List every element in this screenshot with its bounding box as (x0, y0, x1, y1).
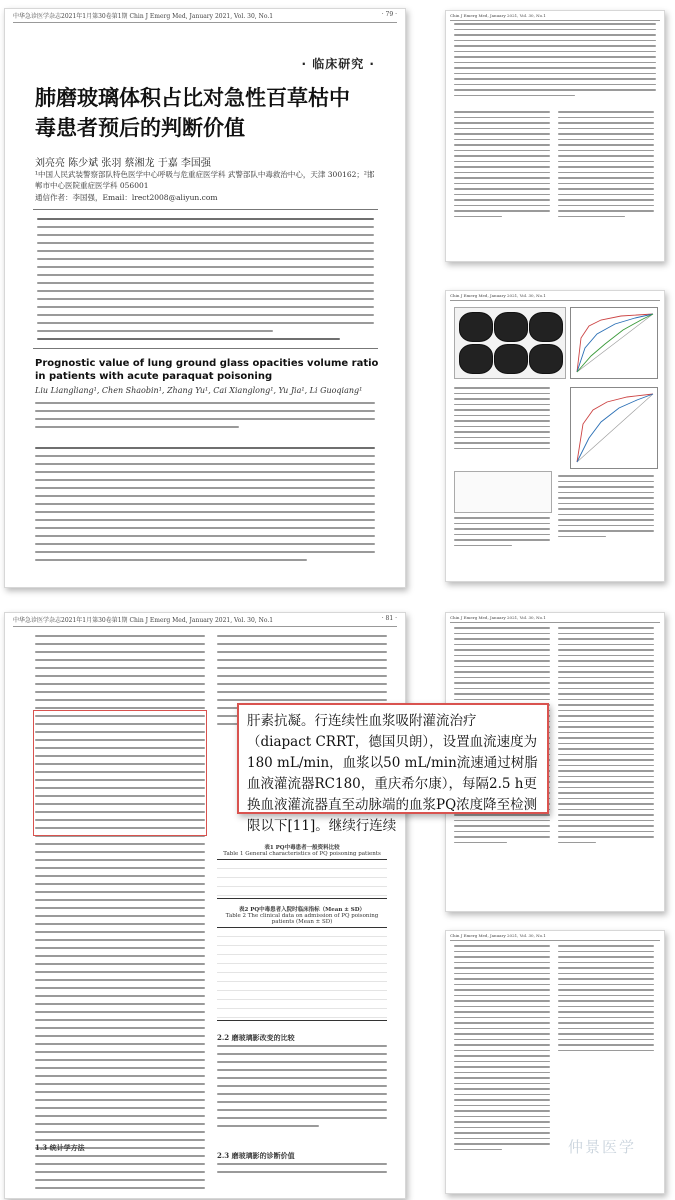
article-page-4 (4, 612, 406, 1199)
page-number: · 79 · (381, 11, 397, 18)
source-highlight-box (33, 710, 207, 836)
article-page-1 (4, 8, 406, 588)
table-1 (217, 843, 387, 899)
journal-header: 中华急诊医学杂志2021年1月第30卷第1期 Chin J Emerg Med, January 2021, Vol. 30, No.1 (13, 13, 274, 20)
roc-curve-2-svg (571, 388, 657, 468)
page-header (13, 9, 397, 23)
correspondence: 通信作者：李国强，Email：lrect2008@aliyun.com (35, 193, 218, 202)
watermark: 仲景医学 (568, 1138, 637, 1156)
roc-curve-figure-2 (570, 387, 658, 469)
right-column-bottom-text (217, 1045, 387, 1133)
page-header (13, 613, 397, 627)
section-2-2-heading: 2.2 磨玻璃影改变的比较 (217, 1033, 295, 1042)
table-1-title: 表1 PQ中毒患者一般资料比较 (264, 845, 340, 851)
article-page-3-thumb: Chin J Emerg Med, January 2021, Vol. 30, No.1 (445, 290, 665, 582)
table-2-title-en: Table 2 The clinical data on admission of PQ poisoning patients (Mean ± SD) (225, 913, 379, 925)
english-affiliation (35, 402, 375, 434)
table-2 (217, 905, 387, 1021)
table-1-title-en: Table 1 General characteristics of PQ poisoning patients (223, 851, 381, 857)
english-authors: Liu Liangliang¹, Chen Shaobin¹, Zhang Yu¹, Cai Xianglong¹, Yu Jia¹, Li Guoqiang¹ (35, 386, 363, 395)
journal-header: 中华急诊医学杂志2021年1月第30卷第1期 Chin J Emerg Med, January 2021, Vol. 30, No.1 (13, 617, 274, 624)
table-2-title: 表2 PQ中毒患者入院时临床指标（Mean ± SD） (239, 907, 365, 913)
roc-curve-figure-1 (570, 307, 658, 379)
article-page-5-thumb: Chin J Emerg Med, January 2021, Vol. 30, No.1 (445, 612, 665, 912)
roc-curve-1-svg (571, 308, 657, 378)
chinese-abstract (33, 209, 378, 349)
authors: 刘亮亮 陈少斌 张羽 蔡湘龙 于嘉 李国强 (35, 158, 211, 169)
page-number: · 81 · (381, 615, 397, 622)
section-2-3-heading: 2.3 磨玻璃影的诊断价值 (217, 1151, 295, 1160)
article-page-6-thumb: Chin J Emerg Med, January 2021, Vol. 30, No.1 仲景医学 (445, 930, 665, 1194)
zoomed-excerpt-callout: 肝素抗凝。行连续性血浆吸附灌流治疗（diapact CRRT，德国贝朗），设置血流速度为180 mL/min，血浆以50 mL/min流速通过树脂血液灌流器RC180，重庆希尔康），每隔2.5 h更换血液灌流器直至动脉端的血浆PQ浓度降至检测限以下[11]。继续行连续 (237, 703, 549, 814)
english-title: Prognostic value of lung ground glass opacities volume ratio in patients with acute paraquat poisoning (35, 358, 379, 382)
article-title: 肺磨玻璃体积占比对急性百草枯中毒患者预后的判断价值 (35, 86, 350, 140)
ct-figure (454, 307, 566, 379)
affiliation: ¹中国人民武装警察部队特色医学中心呼吸与危重症医学科 武警部队中毒救治中心，天津 300162；²邯郸市中心医院重症医学科 056001 (35, 170, 375, 190)
section-1-3-heading: 1.3 统计学方法 (35, 1143, 85, 1152)
small-table (454, 471, 552, 513)
section-tag: · 临床研究 · (301, 57, 375, 71)
english-abstract (35, 447, 375, 567)
article-page-2-thumb: Chin J Emerg Med, January 2021, Vol. 30, No.1 (445, 10, 665, 262)
